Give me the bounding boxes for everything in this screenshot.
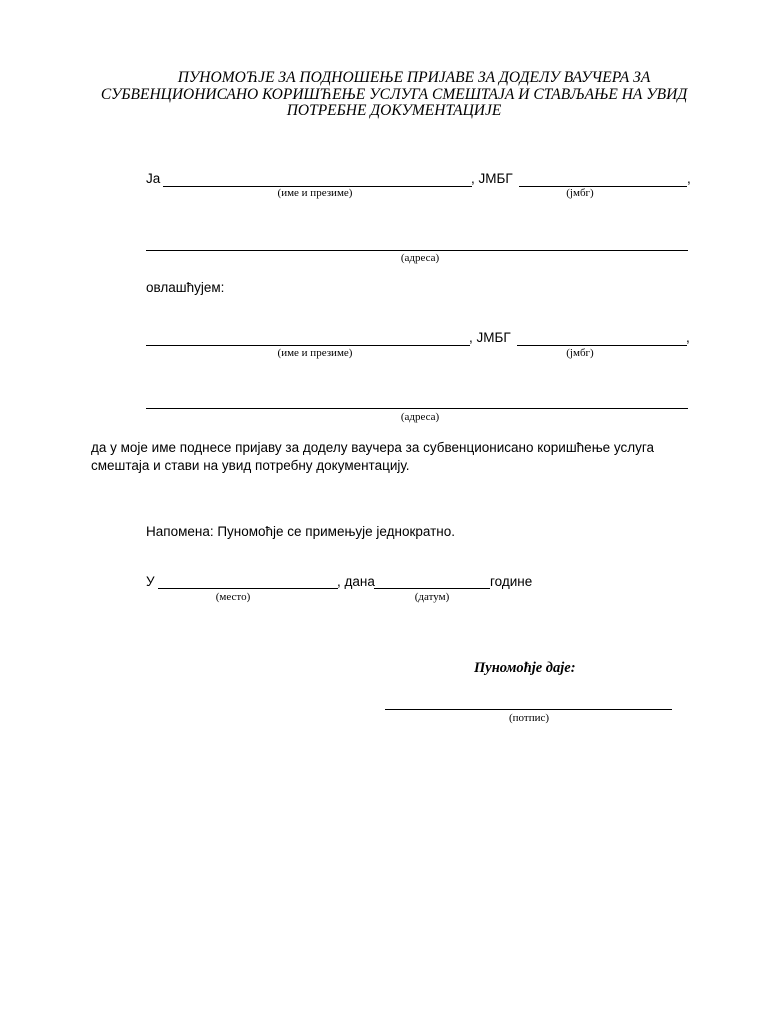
place-prefix: У <box>146 574 155 589</box>
place-field[interactable] <box>158 588 338 589</box>
date-prefix: , дана <box>337 574 375 589</box>
body-line-1: да у моје име поднесе пријаву за доделу ваучера за субвенционисано коришћење услуга <box>91 440 655 455</box>
agent-jmbg-label: , ЈМБГ <box>469 330 511 345</box>
principal-jmbg-hint: (јмбг) <box>566 187 594 199</box>
body-line-2: смештаја и стави на увид потребну документацију. <box>91 458 410 473</box>
agent-name-hint: (име и презиме) <box>277 347 353 359</box>
principal-comma: , <box>687 171 691 186</box>
place-hint: (место) <box>215 591 251 603</box>
agent-address-field[interactable] <box>146 408 688 409</box>
note-text: Напомена: Пуномоћје се примењује једнократно. <box>146 524 456 539</box>
agent-name-field[interactable] <box>146 345 470 346</box>
signature-heading: Пуномоћје даје: <box>474 660 576 676</box>
principal-address-field[interactable] <box>146 250 688 251</box>
title-line-1: ПУНОМОЋЈЕ ЗА ПОДНОШЕЊЕ ПРИЈАВЕ ЗА ДОДЕЛУ ВАУЧЕРА ЗА <box>177 69 651 86</box>
year-suffix: године <box>490 574 533 589</box>
agent-jmbg-field[interactable] <box>517 345 687 346</box>
principal-name-hint: (име и презиме) <box>277 187 353 199</box>
principal-jmbg-label: , ЈМБГ <box>471 171 513 186</box>
signature-field[interactable] <box>385 709 672 710</box>
authorize-label: овлашћујем: <box>146 280 225 295</box>
document-title <box>60 70 728 120</box>
agent-address-hint: (адреса) <box>400 411 440 423</box>
date-field[interactable] <box>374 588 490 589</box>
agent-jmbg-hint: (јмбг) <box>566 347 594 359</box>
principal-address-hint: (адреса) <box>400 252 440 264</box>
title-line-2: СУБВЕНЦИОНИСАНО КОРИШЋЕЊЕ УСЛУГА СМЕШТАЈА И СТАВЉАЊЕ НА УВИД <box>100 85 688 103</box>
signature-hint: (потпис) <box>508 712 550 724</box>
agent-comma: , <box>686 330 690 345</box>
date-hint: (датум) <box>414 591 450 603</box>
title-line-3: ПОТРЕБНЕ ДОКУМЕНТАЦИЈЕ <box>286 102 502 119</box>
ja-label: Ја <box>146 171 161 186</box>
